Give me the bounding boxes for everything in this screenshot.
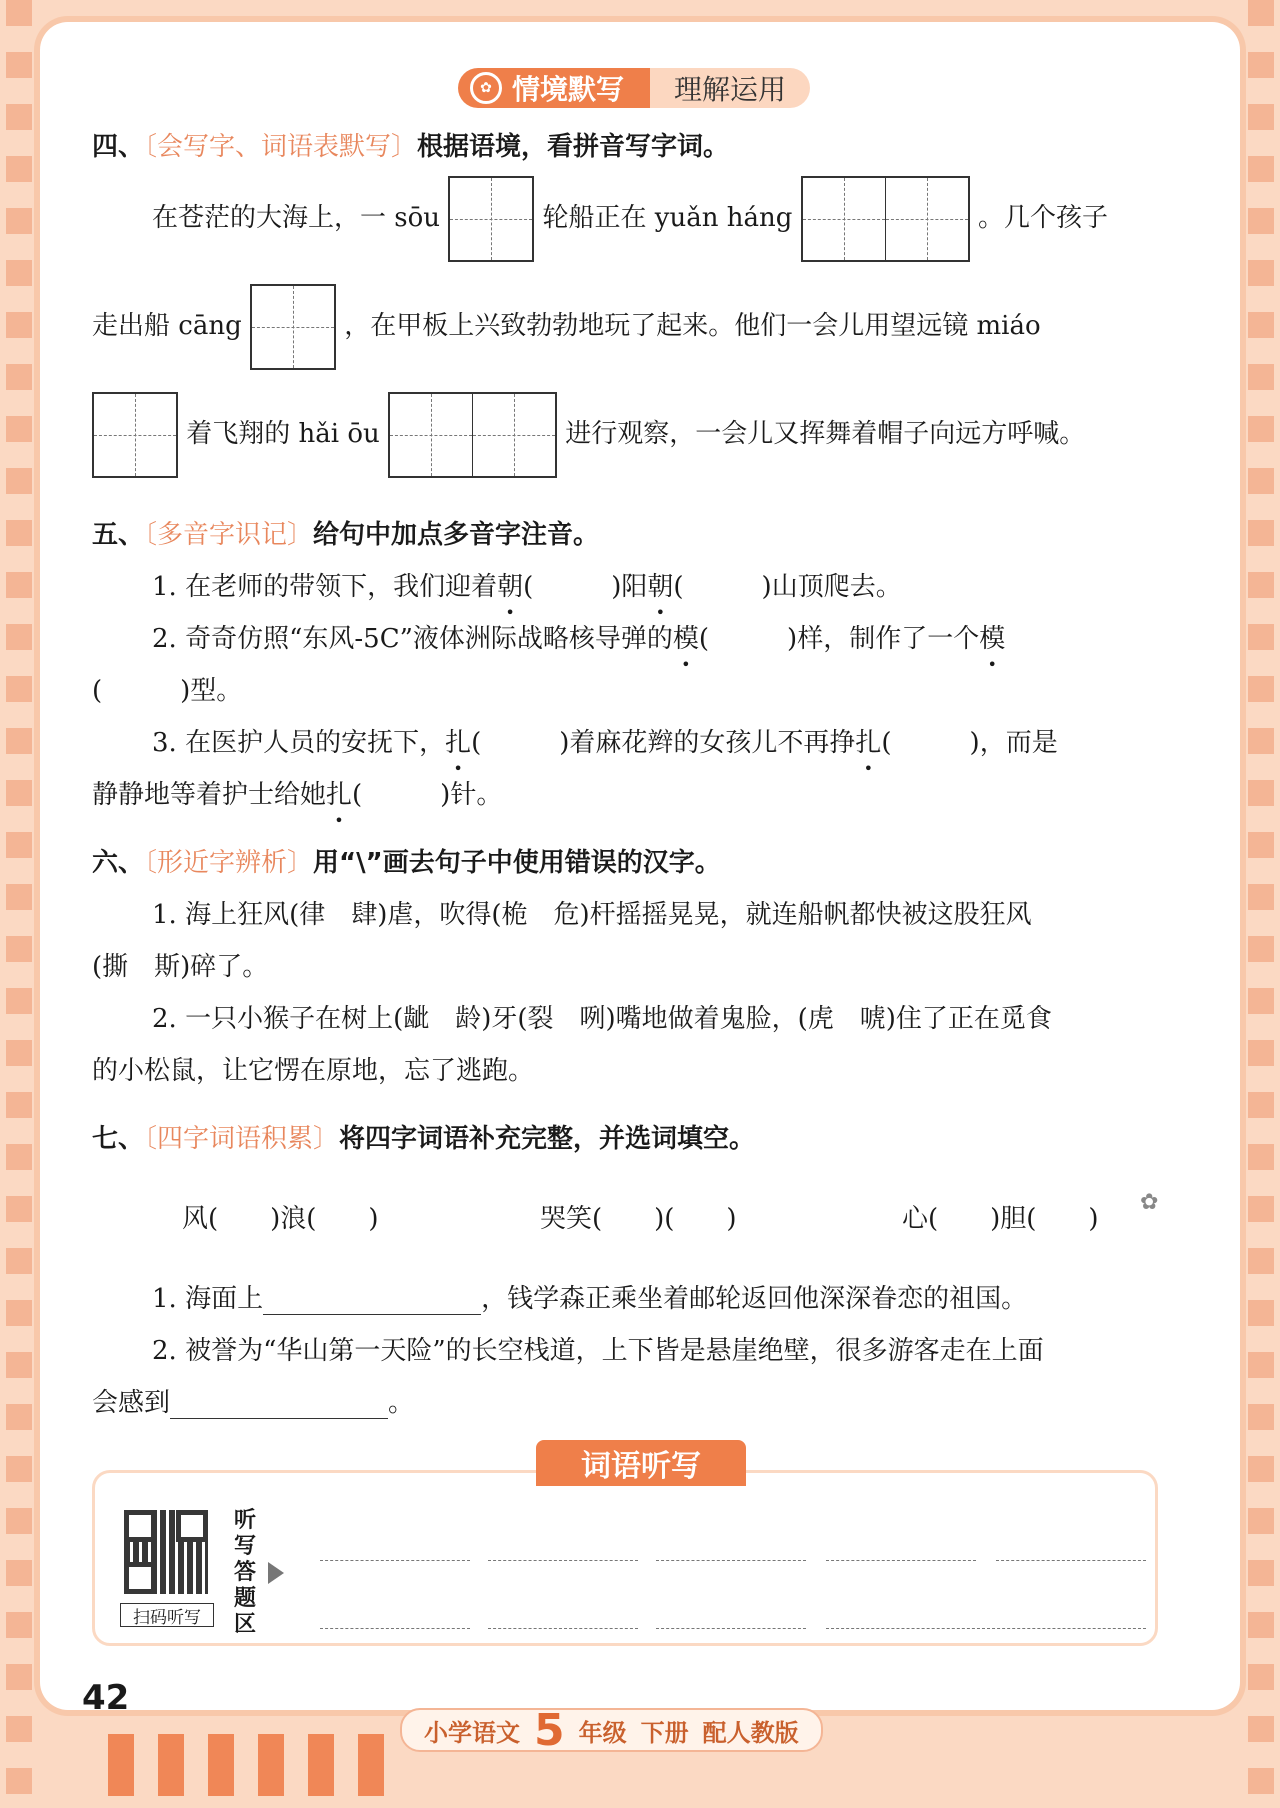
q7-word-3[interactable] bbox=[902, 1198, 1099, 1235]
q7-text: ，钱学森正乘坐着邮轮返回他深深眷恋的祖国。 bbox=[481, 1284, 1028, 1314]
dictation-line[interactable] bbox=[826, 1560, 976, 1561]
dictation-side-label: 听写答题区 bbox=[234, 1508, 257, 1637]
answer-box[interactable] bbox=[801, 176, 970, 262]
footer-grade: 5 bbox=[534, 1704, 565, 1756]
q7-word: 风( )浪( ) bbox=[182, 1204, 379, 1234]
q7-word-1[interactable] bbox=[182, 1198, 379, 1235]
qr-label bbox=[120, 1603, 214, 1627]
dotted-char: 朝 bbox=[647, 572, 674, 602]
answer-box[interactable] bbox=[448, 176, 534, 262]
answer-box[interactable] bbox=[388, 392, 557, 478]
dictation-line[interactable] bbox=[656, 1628, 806, 1629]
q4-text: 轮船正在 yuǎn háng bbox=[542, 203, 793, 233]
header-tab-active bbox=[458, 68, 650, 108]
q7-number: 七、 bbox=[92, 1124, 145, 1154]
header-tab-right bbox=[650, 68, 810, 108]
dotted-char: 模 bbox=[672, 624, 699, 654]
q7-instruction: 将四字词语补充完整，并选词填空。 bbox=[339, 1124, 756, 1154]
q4-tag: 〔会写字、词语表默写〕 bbox=[144, 132, 418, 162]
dictation-line[interactable] bbox=[488, 1628, 638, 1629]
section-header bbox=[458, 66, 810, 110]
pinyin-blank[interactable]: ( )针。 bbox=[352, 780, 503, 810]
dotted-char: 扎 bbox=[445, 728, 472, 758]
pinyin-blank[interactable]: ( )着麻花辫的女孩儿不再挣 bbox=[471, 728, 856, 758]
pinyin-blank[interactable]: ( )山顶爬去。 bbox=[673, 572, 902, 602]
q7-word-2[interactable] bbox=[540, 1198, 737, 1235]
q6-number: 六、 bbox=[92, 848, 145, 878]
q4-text: 着飞翔的 hǎi ōu bbox=[186, 419, 380, 449]
dotted-char: 扎 bbox=[855, 728, 882, 758]
dictation-line[interactable] bbox=[320, 1628, 470, 1629]
q6-text: 2. 一只小猴子在树上(龇 龄)牙(裂 咧)嘴地做着鬼脸，(虎 唬)住了正在觅食 bbox=[152, 1004, 1052, 1034]
qr-code-icon[interactable] bbox=[124, 1510, 208, 1594]
dotted-char: 模 bbox=[979, 624, 1006, 654]
q4-instruction: 根据语境，看拼音写字词。 bbox=[417, 132, 730, 162]
q6-instruction: 用“\”画去句子中使用错误的汉字。 bbox=[313, 848, 721, 878]
footer-edition: 配人教版 bbox=[702, 1718, 799, 1747]
q5-text: 2. 奇奇仿照“东风-5C”液体洲际战略核导弹的 bbox=[152, 624, 673, 654]
q6-sentence-1[interactable] bbox=[152, 894, 1032, 931]
q5-number: 五、 bbox=[92, 520, 145, 550]
q6-tag: 〔形近字辨析〕 bbox=[144, 848, 314, 878]
bar bbox=[308, 1734, 334, 1796]
qr-label-text: 扫码听写 bbox=[133, 1607, 201, 1628]
q7-word: 心( )胆( ) bbox=[902, 1204, 1099, 1234]
q5-instruction: 给句中加点多音字注音。 bbox=[313, 520, 600, 550]
bar bbox=[108, 1734, 134, 1796]
q7-text: 2. 被誉为“华山第一天险”的长空栈道，上下皆是悬崖绝壁，很多游客走在上面 bbox=[152, 1336, 1044, 1366]
q6-title bbox=[92, 842, 721, 879]
q5-sentence-1 bbox=[152, 566, 902, 603]
q7-text: 1. 海面上 bbox=[152, 1284, 264, 1314]
q5-sentence-2 bbox=[152, 618, 1005, 655]
q6-sentence-2[interactable] bbox=[152, 998, 1052, 1035]
dictation-line[interactable] bbox=[656, 1560, 806, 1561]
q6-text: (撕 斯)碎了。 bbox=[92, 952, 269, 982]
q7-title bbox=[92, 1118, 755, 1155]
pinyin-blank[interactable]: ( )，而是 bbox=[881, 728, 1058, 758]
pinyin-blank[interactable]: ( )阳 bbox=[523, 572, 648, 602]
answer-box[interactable] bbox=[250, 284, 336, 370]
q7-sentence-2-cont bbox=[92, 1382, 414, 1419]
q5-sentence-3-cont bbox=[92, 774, 502, 811]
fill-blank[interactable] bbox=[170, 1394, 388, 1419]
q4-text: 。几个孩子 bbox=[977, 203, 1108, 233]
q5-text: 3. 在医护人员的安抚下， bbox=[152, 728, 446, 758]
butterfly-icon: ✿ bbox=[1140, 1190, 1159, 1215]
dotted-char: 朝 bbox=[497, 572, 524, 602]
dictation-header bbox=[536, 1440, 746, 1486]
header-tab-right-label: 理解运用 bbox=[674, 73, 787, 106]
q4-text: ，在甲板上兴致勃勃地玩了起来。他们一会儿用望远镜 miáo bbox=[344, 311, 1041, 341]
dictation-line[interactable] bbox=[488, 1560, 638, 1561]
q4-line-2 bbox=[92, 284, 1041, 370]
q7-word: 哭笑( )( ) bbox=[540, 1204, 737, 1234]
left-stripe bbox=[6, 0, 32, 1808]
q6-text: 1. 海上狂风(律 肆)虐，吹得(桅 危)杆摇摇晃晃，就连船帆都快被这股狂风 bbox=[152, 900, 1032, 930]
play-arrow-icon bbox=[268, 1562, 284, 1584]
pinyin-blank[interactable]: ( )型。 bbox=[92, 676, 243, 706]
q6-sentence-2-cont[interactable] bbox=[92, 1050, 534, 1087]
qr-corner bbox=[176, 1510, 208, 1542]
footer-grade-unit: 年级 bbox=[578, 1718, 627, 1747]
q5-sentence-3 bbox=[152, 722, 1058, 759]
footer-subject: 小学语文 bbox=[424, 1718, 520, 1747]
qr-corner bbox=[124, 1562, 156, 1594]
qr-corner bbox=[124, 1510, 156, 1542]
q5-text: 静静地等着护士给她 bbox=[92, 780, 327, 810]
q5-title bbox=[92, 514, 599, 551]
q6-sentence-1-cont[interactable] bbox=[92, 946, 268, 983]
q7-tag: 〔四字词语积累〕 bbox=[144, 1124, 340, 1154]
pinyin-blank[interactable]: ( )样，制作了一个 bbox=[698, 624, 980, 654]
q5-sentence-2-cont bbox=[92, 670, 242, 707]
bar bbox=[208, 1734, 234, 1796]
right-stripe bbox=[1248, 0, 1274, 1808]
q5-text: 1. 在老师的带领下，我们迎着 bbox=[152, 572, 498, 602]
bar bbox=[358, 1734, 384, 1796]
q4-line-3 bbox=[92, 392, 1085, 478]
q7-sentence-2 bbox=[152, 1330, 1044, 1367]
answer-box[interactable] bbox=[92, 392, 178, 478]
q4-line-1 bbox=[152, 176, 1108, 262]
fill-blank[interactable] bbox=[263, 1290, 481, 1315]
bar bbox=[158, 1734, 184, 1796]
q5-tag: 〔多音字识记〕 bbox=[144, 520, 314, 550]
q4-text: 在苍茫的大海上，一 sōu bbox=[152, 203, 441, 233]
dictation-line[interactable] bbox=[996, 1560, 1146, 1561]
dictation-header-label: 词语听写 bbox=[581, 1449, 701, 1484]
badge-icon: ✿ bbox=[470, 72, 502, 104]
decorative-bars bbox=[108, 1734, 384, 1796]
page-number: 42 bbox=[82, 1678, 130, 1718]
q4-text: 进行观察，一会儿又挥舞着帽子向远方呼喊。 bbox=[565, 419, 1086, 449]
q4-title bbox=[92, 126, 729, 163]
header-tab-left-label: 情境默写 bbox=[512, 73, 625, 106]
footer-bar bbox=[400, 1704, 823, 1756]
dictation-line[interactable] bbox=[320, 1560, 470, 1561]
q7-text: 会感到 bbox=[92, 1388, 171, 1418]
dictation-line[interactable] bbox=[826, 1628, 1146, 1629]
q4-number: 四、 bbox=[92, 132, 145, 162]
q7-sentence-1 bbox=[152, 1278, 1027, 1315]
q6-text: 的小松鼠，让它愣在原地，忘了逃跑。 bbox=[92, 1056, 535, 1086]
dotted-char: 扎 bbox=[326, 780, 353, 810]
footer-volume: 下册 bbox=[640, 1718, 689, 1747]
bar bbox=[258, 1734, 284, 1796]
q7-text: 。 bbox=[388, 1388, 415, 1418]
q4-text: 走出船 cāng bbox=[92, 311, 242, 341]
